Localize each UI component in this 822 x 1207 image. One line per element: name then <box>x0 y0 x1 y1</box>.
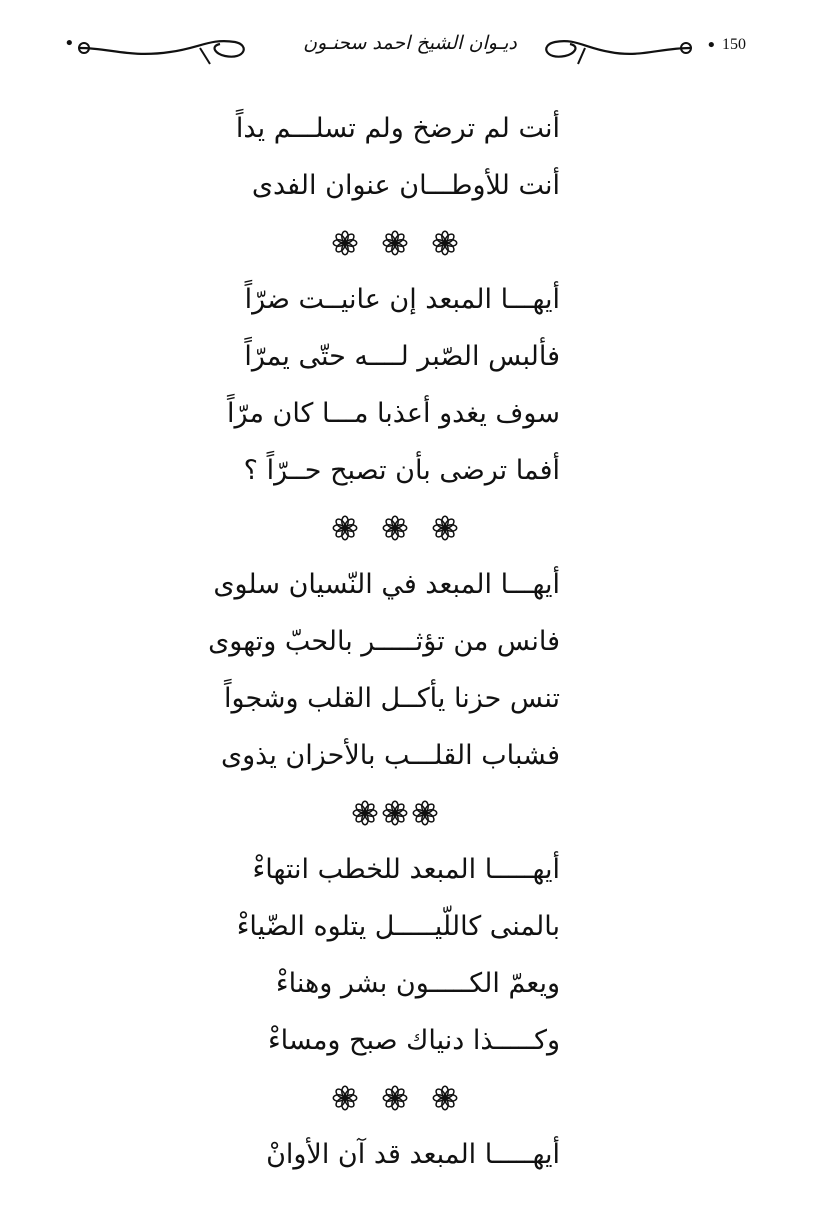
verse-line: بالمنى كاللّيـــــل يتلوه الضّياءْ <box>236 911 560 942</box>
eight-petal-flower-icon <box>382 515 408 541</box>
stanza-separator <box>230 214 560 271</box>
verse-line: ويعمّ الكـــــون بشر وهناءْ <box>275 968 560 999</box>
page-header <box>0 22 822 72</box>
verse-line: أنت لم ترضخ ولم تسلـــم يداً <box>235 113 560 144</box>
verse-line: أفما ترضى بأن تصبح حــرّاً ؟ <box>243 455 560 486</box>
eight-petal-flower-icon <box>332 515 358 541</box>
stanza-separator <box>230 499 560 556</box>
header-left-dot: • <box>64 33 75 54</box>
verse-line: تنس حزنا يأكــل القلب وشجواً <box>224 683 560 714</box>
verse-line: فشباب القلـــب بالأحزان يذوى <box>220 740 560 771</box>
eight-petal-flower-icon <box>352 800 378 826</box>
verse-line: أيهـــــا المبعد للخطب انتهاءْ <box>252 854 560 885</box>
page-number: 150 <box>722 36 746 53</box>
eight-petal-flower-icon <box>432 1085 458 1111</box>
eight-petal-flower-icon <box>382 230 408 256</box>
verse-line: أيهـــا المبعد إن عانيــت ضرّاً <box>244 284 560 315</box>
eight-petal-flower-icon <box>412 800 438 826</box>
verse-line: فانس من تؤثـــــر بالحبّ وتهوى <box>208 626 560 657</box>
verse-line: فألبس الصّبر لــــه حتّى يمرّاً <box>244 341 560 372</box>
verse-line: سوف يغدو أعذبا مـــا كان مرّاً <box>227 398 560 429</box>
eight-petal-flower-icon <box>432 515 458 541</box>
eight-petal-flower-icon <box>382 1085 408 1111</box>
poem-body <box>208 100 560 1183</box>
verse-line: أنت للأوطـــان عنوان الفدى <box>251 170 560 201</box>
verse-line: أيهـــا المبعد في النّسيان سلوى <box>213 569 560 600</box>
eight-petal-flower-icon <box>332 230 358 256</box>
header-title: ديـوان الشيخ احمد سحنـون <box>303 32 517 54</box>
eight-petal-flower-icon <box>332 1085 358 1111</box>
flourish-left-icon <box>60 30 250 66</box>
eight-petal-flower-icon <box>432 230 458 256</box>
header-page-dot: • <box>706 35 717 56</box>
eight-petal-flower-icon <box>382 800 408 826</box>
verse-line: أيهـــــا المبعد قد آن الأوانْ <box>266 1139 560 1170</box>
flourish-right-icon <box>540 30 700 66</box>
verse-line: وكـــــذا دنياك صبح ومساءْ <box>267 1025 560 1056</box>
stanza-separator <box>230 1069 560 1126</box>
stanza-separator <box>230 784 560 841</box>
